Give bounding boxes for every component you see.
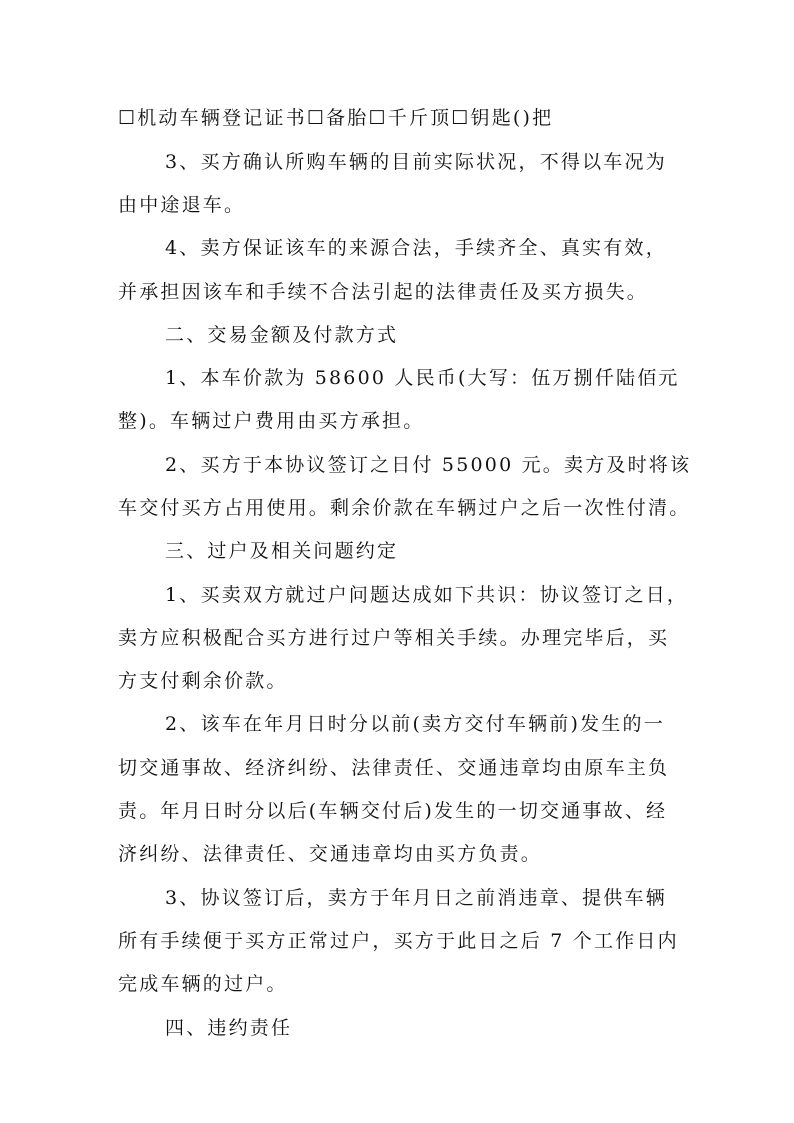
document-line: 切交通事故、经济纠纷、法律责任、交通违章均由原车主负: [118, 757, 670, 779]
document-line: 4、卖方保证该车的来源合法，手续齐全、真实有效，: [165, 237, 667, 259]
document-line: 责。年月日时分以后(车辆交付后)发生的一切交通事故、经: [118, 800, 668, 822]
document-line: 整)。车辆过户费用由买方承担。: [118, 410, 425, 432]
section-heading: 四、违约责任: [165, 1017, 293, 1039]
document-line: 由中途退车。: [118, 194, 246, 216]
section-heading: 二、交易金额及付款方式: [165, 324, 399, 346]
document-line: 完成车辆的过户。: [118, 973, 288, 995]
section-heading: 三、过户及相关问题约定: [165, 540, 399, 562]
document-line: 并承担因该车和手续不合法引起的法律责任及买方损失。: [118, 281, 649, 303]
document-line: 2、买方于本协议签订之日付 55000 元。卖方及时将该: [165, 454, 692, 476]
document-line: 2、该车在年月日时分以前(卖方交付车辆前)发生的一: [165, 713, 665, 735]
document-line: 1、买卖双方就过户问题达成如下共识：协议签订之日，: [165, 584, 689, 606]
document-line: ☐机动车辆登记证书☐备胎☐千斤顶☐钥匙()把: [118, 107, 554, 129]
document-line: 方支付剩余价款。: [118, 670, 288, 692]
document-line: 1、本车价款为 58600 人民币(大写：伍万捌仟陆佰元: [165, 367, 680, 389]
document-line: 卖方应积极配合买方进行过户等相关手续。办理完毕后，买: [118, 627, 670, 649]
document-line: 济纠纷、法律责任、交通违章均由买方负责。: [118, 843, 543, 865]
document-line: 3、买方确认所购车辆的目前实际状况，不得以车况为: [165, 151, 667, 173]
document-line: 3、协议签订后，卖方于年月日之前消违章、提供车辆: [165, 887, 667, 909]
document-line: 所有手续便于买方正常过户，买方于此日之后 7 个工作日内: [118, 930, 679, 952]
document-line: 车交付买方占用使用。剩余价款在车辆过户之后一次性付清。: [118, 497, 691, 519]
